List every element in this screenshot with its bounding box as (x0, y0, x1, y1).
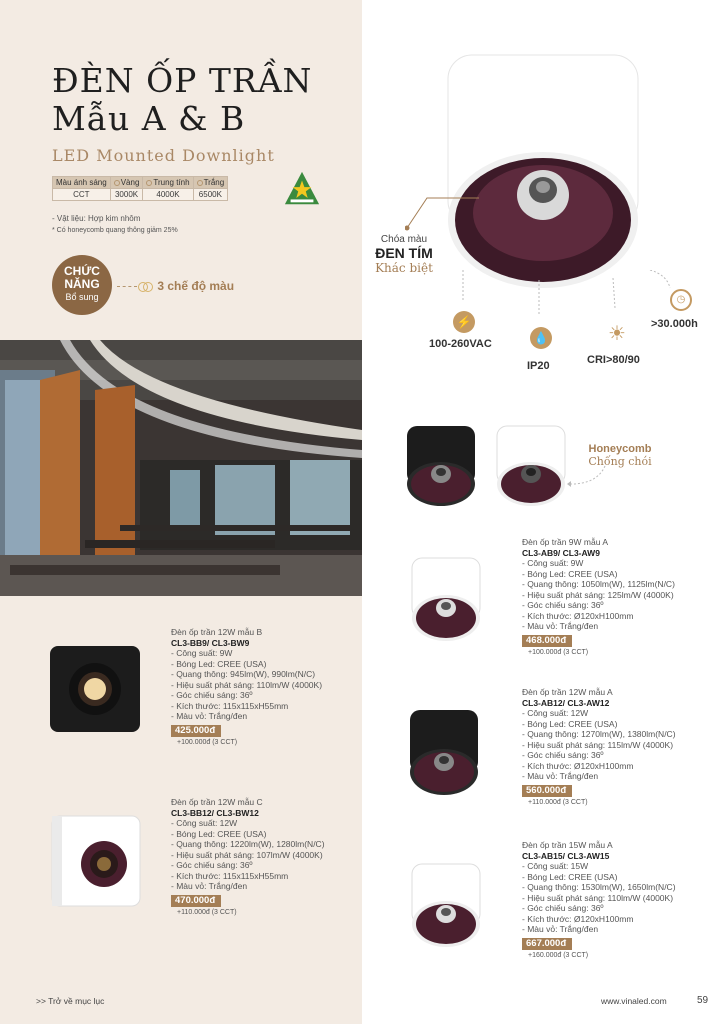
notes (52, 213, 178, 237)
spec-line: - Hiệu suất phát sáng: 107lm/W (4000K) (171, 849, 323, 860)
color-dot-icon (197, 180, 203, 186)
title-line-2: Mẫu A & B (52, 99, 246, 138)
product-15w-a (522, 840, 676, 962)
spec-line: - Bóng Led: CREE (USA) (171, 658, 267, 669)
spec-table (52, 176, 228, 201)
product-code: CL3-AB15/ CL3-AW15 (522, 850, 610, 861)
product-9w-a (522, 537, 675, 659)
product-name: Đèn ốp trần 12W mẫu A (522, 687, 613, 697)
spec-val-1: 3000K (110, 189, 143, 201)
price-extra: +160.000đ (3 CCT) (528, 952, 589, 959)
spec-line: - Góc chiếu sáng: 36º (522, 903, 604, 913)
price-badge: 468.000đ (522, 635, 572, 648)
price-extra: +110.000đ (3 CCT) (177, 909, 237, 916)
spec-line: - Quang thông: 1220lm(W), 1280lm(N/C) (171, 839, 325, 849)
product-name: Đèn ốp trần 12W mẫu B (171, 627, 263, 637)
product-code: CL3-AB9/ CL3-AW9 (522, 547, 600, 558)
product-12w-a-image (408, 708, 480, 798)
hero-lamp-image (440, 45, 646, 290)
function-text: 3 chế độ màu (138, 279, 234, 293)
spec-line: - Kích thước: Ø120xH100mm (522, 760, 634, 771)
note-honeycomb: * Có honeycomb quang thông giảm 25% (52, 227, 178, 234)
spec-line: - Màu vỏ: Trắng/đen (522, 621, 599, 631)
spec-line: - Màu vỏ: Trắng/đen (171, 711, 248, 721)
subtitle: LED Mounted Downlight (52, 146, 275, 165)
spec-line: - Bóng Led: CREE (USA) (522, 568, 618, 579)
product-15w-a-image (410, 862, 482, 950)
product-code: CL3-BB12/ CL3-BW12 (171, 807, 259, 818)
product-12w-c-image (50, 814, 142, 908)
honeycomb-sub: Chống chói (588, 455, 652, 468)
price-badge: 470.000đ (171, 895, 221, 908)
feature-dashed-arrows (455, 270, 685, 320)
spec-val-0: CCT (53, 189, 111, 201)
spec-line: - Góc chiếu sáng: 36º (171, 860, 253, 870)
voltage-icon: ⚡ (453, 311, 475, 333)
spec-head-1: Vàng (110, 177, 143, 189)
reflector-annotation (366, 234, 442, 275)
spec-line: - Quang thông: 945lm(W), 990lm(N/C) (171, 669, 316, 679)
spec-line: - Bóng Led: CREE (USA) (522, 718, 618, 729)
spec-line: - Hiệu suất phát sáng: 110lm/W (4000K) (171, 679, 323, 690)
price-badge: 560.000đ (522, 785, 572, 798)
white-honeycomb-lamp-image (495, 424, 567, 508)
spec-line: - Quang thông: 1530lm(W), 1650lm(N/C) (522, 882, 676, 892)
spec-line: - Quang thông: 1270lm(W), 1380lm(N/C) (522, 729, 676, 739)
quality-star-badge-icon (283, 170, 321, 208)
voltage-label: 100-260VAC (429, 338, 492, 350)
product-code: CL3-BB9/ CL3-BW9 (171, 637, 250, 648)
function-arrow (117, 286, 137, 287)
spec-line: - Kích thước: Ø120xH100mm (522, 610, 634, 621)
product-name: Đèn ốp trần 15W mẫu A (522, 840, 613, 850)
color-dot-icon (114, 180, 120, 186)
spec-line: - Hiệu suất phát sáng: 110lm/W (4000K) (522, 892, 674, 903)
ip-label: IP20 (527, 360, 550, 372)
water-drop-icon: 💧 (530, 327, 552, 349)
price-extra: +100.000đ (3 CCT) (177, 739, 238, 746)
black-lamp-image (405, 424, 477, 508)
spec-line: - Góc chiếu sáng: 36º (171, 690, 253, 700)
product-9w-a-image (410, 556, 482, 644)
spec-line: - Quang thông: 1050lm(W), 1125lm(N/C) (522, 579, 675, 589)
spec-line: - Kích thước: 115x115xH55mm (171, 870, 289, 881)
price-badge: 667.000đ (522, 938, 572, 951)
interior-photo (0, 340, 362, 596)
spec-line: - Màu vỏ: Trắng/đen (522, 924, 599, 934)
function-line-2: NĂNG (64, 277, 100, 291)
product-12w-a (522, 687, 676, 809)
note-material: - Vật liệu: Hợp kim nhôm (52, 214, 141, 223)
color-dot-icon (146, 180, 152, 186)
spec-line: - Kích thước: 115x115xH55mm (171, 700, 289, 711)
reflector-line-3: Khác biệt (375, 261, 433, 275)
page-number: 59 (697, 995, 709, 1006)
spec-line: - Công suất: 9W (171, 648, 233, 658)
spec-head-0: Màu ánh sáng (53, 177, 111, 189)
product-12w-b-image (48, 644, 142, 734)
function-line-3: Bổ sung (65, 292, 99, 302)
spec-line: - Hiệu suất phát sáng: 125lm/W (4000K) (522, 589, 674, 600)
product-name: Đèn ốp trần 12W mẫu C (171, 797, 263, 807)
spec-line: - Công suất: 12W (171, 818, 238, 828)
price-extra: +110.000đ (3 CCT) (528, 799, 588, 806)
spec-line: - Kích thước: Ø120xH100mm (522, 913, 634, 924)
product-12w-c (171, 797, 325, 919)
product-12w-b (171, 627, 322, 749)
function-line-1: CHỨC (64, 264, 100, 278)
website-link[interactable]: www.vinaled.com (601, 996, 667, 1006)
sun-icon: ☀ (608, 323, 626, 345)
function-badge (52, 255, 112, 315)
spec-line: - Bóng Led: CREE (USA) (171, 828, 267, 839)
honeycomb-title: Honeycomb (588, 443, 652, 455)
spec-val-3: 6500K (193, 189, 228, 201)
product-code: CL3-AB12/ CL3-AW12 (522, 697, 610, 708)
spec-val-2: 4000K (143, 189, 193, 201)
spec-line: - Màu vỏ: Trắng/đen (522, 771, 599, 781)
spec-line: - Bóng Led: CREE (USA) (522, 871, 618, 882)
spec-head-3: Trắng (193, 177, 228, 189)
lifetime-label: >30.000h (651, 318, 698, 330)
page-title (52, 62, 312, 138)
spec-line: - Màu vỏ: Trắng/đen (171, 881, 248, 891)
title-line-1: ĐÈN ỐP TRẦN (52, 61, 313, 100)
reflector-pointer (405, 196, 480, 232)
spec-line: - Hiệu suất phát sáng: 115lm/W (4000K) (522, 739, 674, 750)
color-mode-icon (143, 282, 153, 292)
product-name: Đèn ốp trần 9W mẫu A (522, 537, 608, 547)
price-badge: 425.000đ (171, 725, 221, 738)
spec-line: - Công suất: 12W (522, 708, 589, 718)
spec-line: - Công suất: 15W (522, 861, 589, 871)
back-to-toc-link[interactable]: >> Trở về mục lục (36, 996, 105, 1006)
spec-line: - Công suất: 9W (522, 558, 584, 568)
honeycomb-pointer (567, 464, 607, 488)
spec-line: - Góc chiếu sáng: 36º (522, 750, 604, 760)
clock-icon: ◷ (670, 289, 692, 311)
price-extra: +100.000đ (3 CCT) (528, 649, 589, 656)
spec-line: - Góc chiếu sáng: 36º (522, 600, 604, 610)
reflector-line-2: ĐEN TÍM (375, 245, 433, 261)
spec-head-2: Trung tính (143, 177, 193, 189)
reflector-line-1: Chóa màu (380, 234, 428, 245)
cri-label: CRI>80/90 (587, 354, 640, 366)
